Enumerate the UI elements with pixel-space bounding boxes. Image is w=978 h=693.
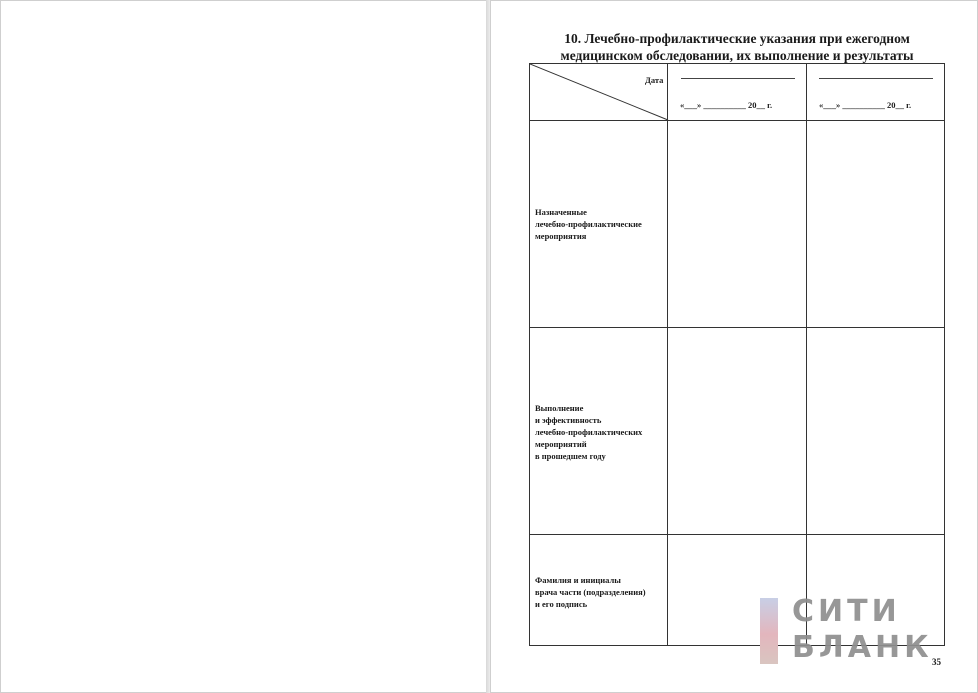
row-label-line: мероприятия (535, 231, 587, 241)
title-line-2: медицинском обследовании, их выполнение и результаты (560, 48, 914, 63)
row-label-line: Выполнение (535, 403, 584, 413)
row-label-line: лечебно-профилактические (535, 219, 642, 229)
row-label-doctor (535, 574, 665, 610)
cell-execution-col1[interactable] (668, 328, 805, 533)
cell-prescribed-col2[interactable] (807, 121, 944, 326)
row-label-execution (535, 402, 665, 462)
medical-table (529, 63, 945, 646)
row-label-line: врача части (подразделения) (535, 587, 646, 597)
cell-execution-col2[interactable] (807, 328, 944, 533)
row-label-prescribed (535, 206, 665, 242)
row-label-line: мероприятий (535, 439, 587, 449)
date-field-2[interactable]: «___» __________ 20__ г. (819, 100, 912, 110)
left-page (0, 0, 488, 693)
date-blank-line-1[interactable] (681, 78, 795, 79)
page-number: 35 (932, 657, 941, 667)
date-blank-line-2[interactable] (819, 78, 933, 79)
diagonal-header-line (530, 64, 669, 121)
citiblank-logo (760, 596, 960, 666)
cell-prescribed-col1[interactable] (668, 121, 805, 326)
logo-word-2: БЛАНК (792, 630, 933, 665)
logo-word-1: СИТИ (792, 594, 901, 629)
row-label-line: лечебно-профилактических (535, 427, 643, 437)
row-label-line: Фамилия и инициалы (535, 575, 621, 585)
row-label-line: и его подпись (535, 599, 588, 609)
row-label-line: Назначенные (535, 207, 587, 217)
row-label-line: в прошедшем году (535, 451, 606, 461)
section-title (530, 30, 944, 64)
title-line-1: 10. Лечебно-профилактические указания при ежегодном (564, 31, 910, 46)
row-label-line: и эффективность (535, 415, 602, 425)
logo-gradient-bar (760, 598, 778, 664)
date-field-1[interactable]: «___» __________ 20__ г. (680, 100, 773, 110)
date-header-label: Дата (645, 75, 664, 85)
